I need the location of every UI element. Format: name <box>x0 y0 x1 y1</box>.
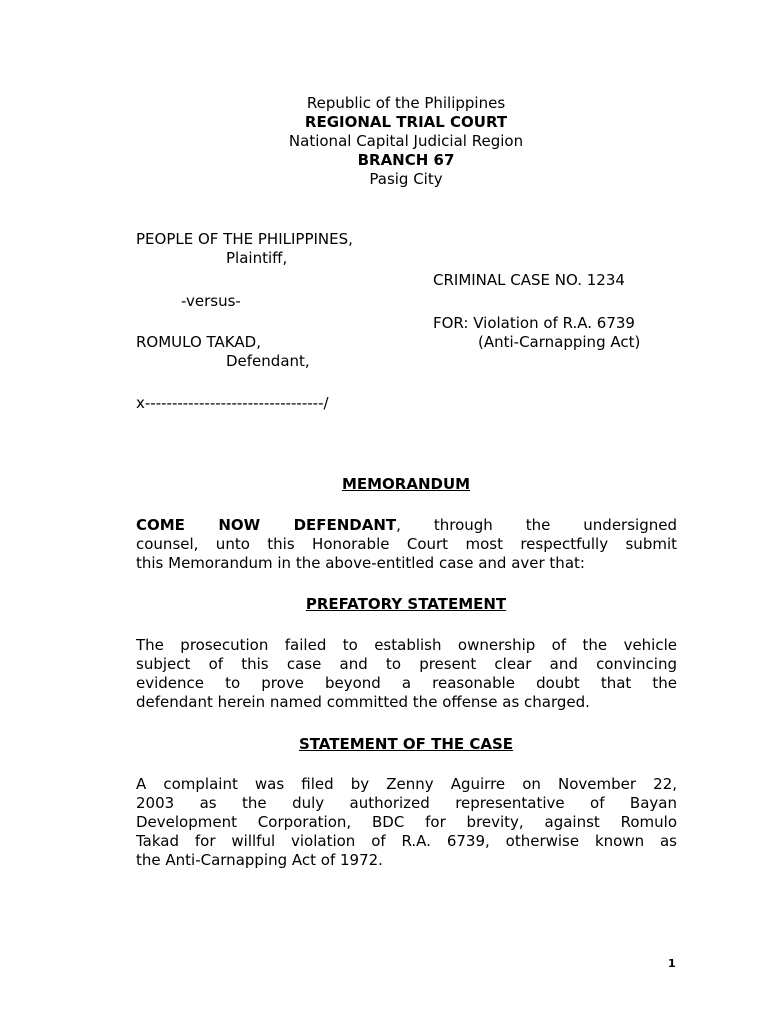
intro-line-1-rest: , through the undersigned <box>396 516 677 534</box>
memorandum-title: MEMORANDUM <box>341 475 471 493</box>
defendant-name: ROMULO TAKAD, <box>136 333 261 351</box>
case-statement-paragraph <box>136 775 677 870</box>
prefatory-paragraph <box>136 636 677 712</box>
city-line: Pasig City <box>369 170 443 188</box>
act-name: (Anti-Carnapping Act) <box>478 333 641 351</box>
case-statement-line: 2003 as the duly authorized representative of Bayan <box>136 794 677 812</box>
plaintiff-name: PEOPLE OF THE PHILIPPINES, <box>136 230 353 248</box>
prefatory-line: The prosecution failed to establish ownership of the vehicle <box>136 636 677 654</box>
intro-lead: COME NOW DEFENDANT <box>136 516 397 534</box>
court-name: REGIONAL TRIAL COURT <box>304 113 508 131</box>
intro-paragraph <box>136 516 677 573</box>
intro-line-1 <box>136 516 677 535</box>
defendant-role: Defendant, <box>226 352 310 370</box>
prefatory-line: evidence to prove beyond a reasonable doubt that the <box>136 674 677 692</box>
case-statement-line: Development Corporation, BDC for brevity, against Romulo <box>136 813 677 831</box>
versus-line: -versus- <box>181 292 241 310</box>
republic-line: Republic of the Philippines <box>306 94 506 112</box>
case-number: CRIMINAL CASE NO. 1234 <box>433 271 625 289</box>
region-line: National Capital Judicial Region <box>288 132 524 150</box>
page-number: 1 <box>668 957 676 970</box>
prefatory-line: subject of this case and to present clear and convincing <box>136 655 677 673</box>
intro-line-3: this Memorandum in the above-entitled case and aver that: <box>136 554 585 572</box>
prefatory-line: defendant herein named committed the offense as charged. <box>136 693 590 711</box>
offense-line: FOR: Violation of R.A. 6739 <box>433 314 635 332</box>
branch-line: BRANCH 67 <box>357 151 455 169</box>
case-statement-line: A complaint was filed by Zenny Aguirre on November 22, <box>136 775 677 793</box>
plaintiff-role: Plaintiff, <box>226 249 288 267</box>
case-statement-line: Takad for willful violation of R.A. 6739, otherwise known as <box>136 832 677 850</box>
caption-separator: x---------------------------------/ <box>136 394 329 412</box>
intro-line-2: counsel, unto this Honorable Court most respectfully submit <box>136 535 677 553</box>
case-statement-heading: STATEMENT OF THE CASE <box>298 735 514 753</box>
case-statement-line: the Anti-Carnapping Act of 1972. <box>136 851 383 869</box>
prefatory-heading: PREFATORY STATEMENT <box>305 595 507 613</box>
